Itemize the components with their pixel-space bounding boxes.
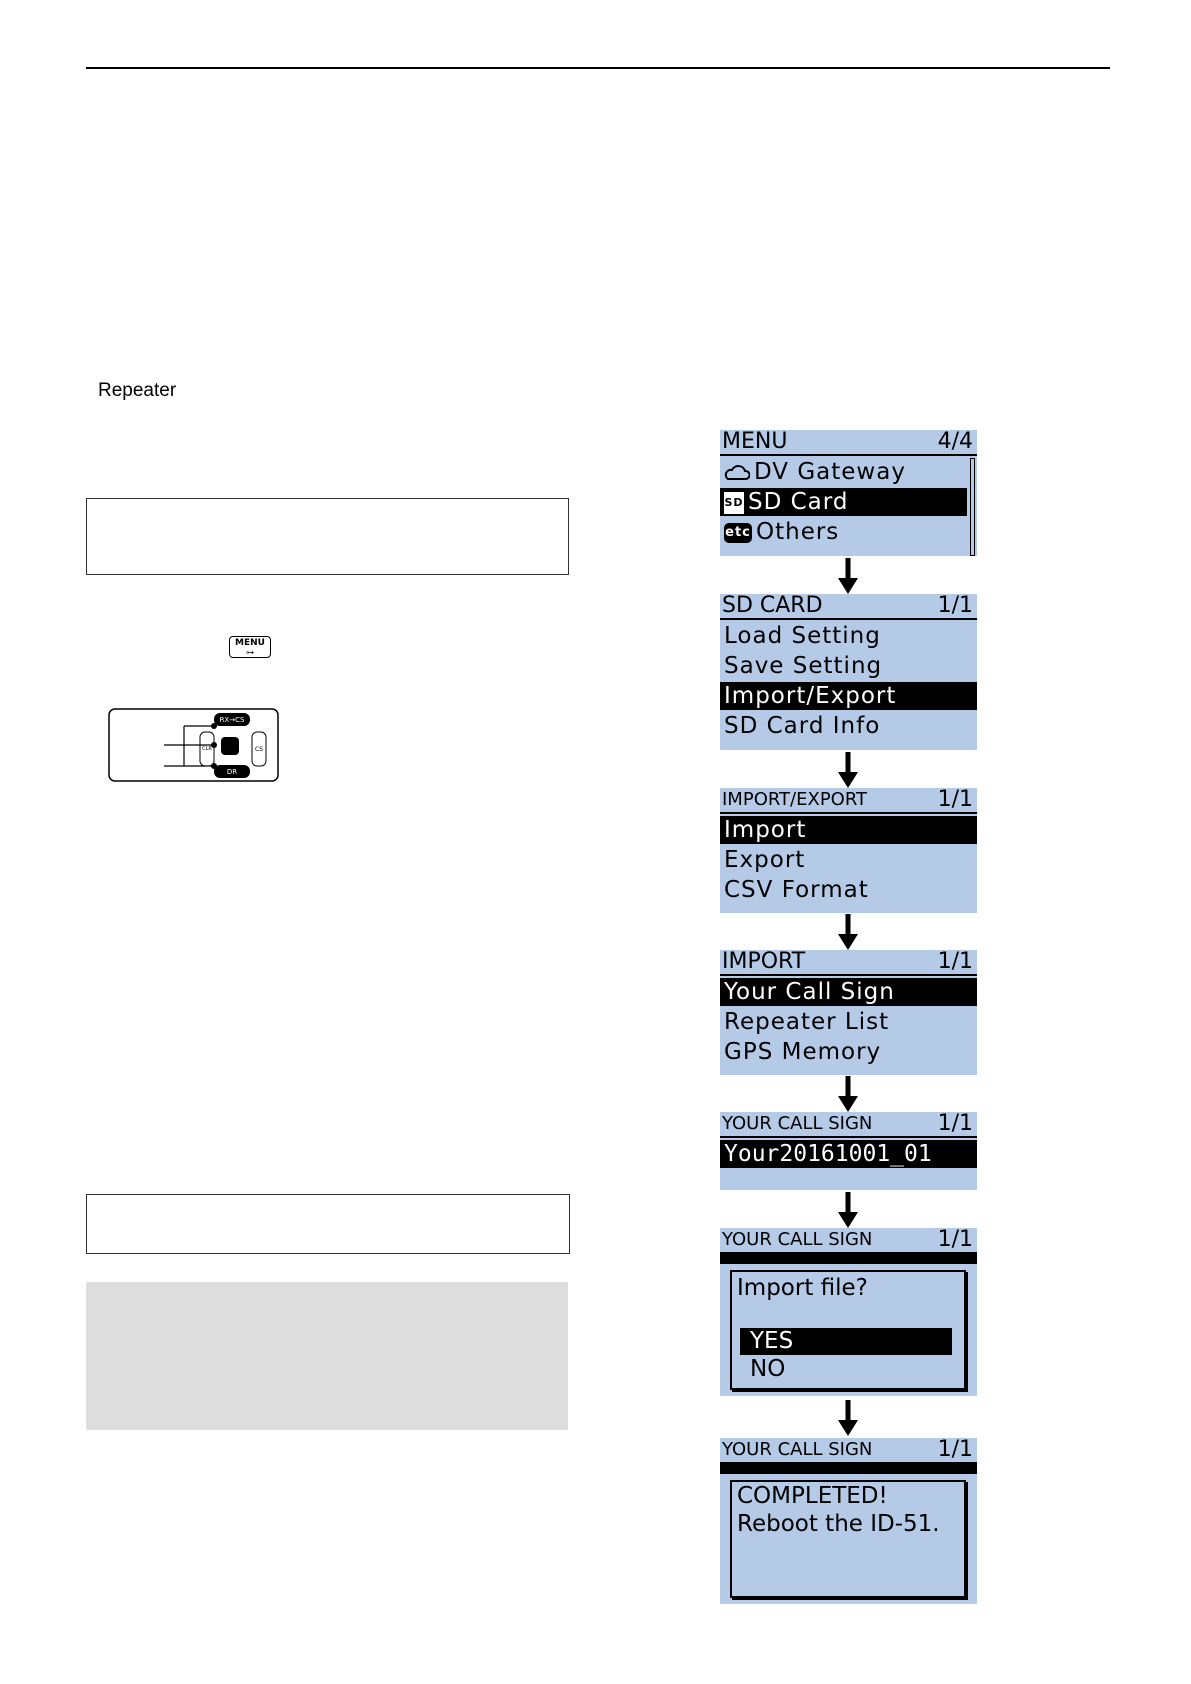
arrow-down-icon — [836, 752, 860, 788]
item-label: DV Gateway — [754, 459, 906, 485]
menu-item-dv-gateway[interactable] — [720, 458, 967, 486]
sd-item-save-setting[interactable]: Save Setting — [724, 653, 883, 679]
menu-key-sub: ⊶ — [246, 648, 254, 657]
yes-option[interactable]: YES — [740, 1328, 952, 1355]
page-indicator: 4/4 — [937, 430, 973, 454]
screen-title — [720, 788, 977, 812]
screen-import-export — [720, 788, 977, 913]
sd-item-load-setting[interactable]: Load Setting — [724, 623, 881, 649]
page-indicator: 1/1 — [937, 1228, 973, 1252]
screen-title — [720, 1228, 977, 1252]
menu-key-icon — [229, 636, 271, 658]
keypad-diagram-icon — [108, 708, 279, 782]
completed-dialog — [730, 1480, 966, 1598]
rx-cs-key-label: RX→CS — [219, 716, 245, 724]
page-indicator: 1/1 — [937, 1438, 973, 1462]
ie-item-export[interactable]: Export — [724, 847, 806, 873]
screen-import-confirm — [720, 1228, 977, 1396]
sd-icon: SD — [724, 492, 744, 514]
etc-icon: etc — [724, 523, 752, 543]
page-indicator: 1/1 — [937, 1112, 973, 1136]
screen-completed — [720, 1438, 977, 1604]
screen-title — [720, 950, 977, 974]
clr-key-label: CLR — [202, 746, 212, 752]
repeater-label: Repeater — [98, 380, 177, 401]
arrow-down-icon — [836, 1400, 860, 1436]
screen-title — [720, 430, 977, 454]
cs-key-label: CS — [255, 746, 263, 753]
scrollbar — [970, 458, 975, 556]
completed-line-2: Reboot the ID-51. — [737, 1511, 940, 1537]
item-label: SD Card — [748, 489, 849, 515]
note-box-1 — [86, 498, 569, 575]
sd-item-sd-card-info[interactable]: SD Card Info — [724, 713, 881, 739]
arrow-down-icon — [836, 1192, 860, 1228]
menu-item-others[interactable] — [720, 518, 967, 546]
page-indicator: 1/1 — [937, 788, 973, 812]
grey-info-panel — [86, 1282, 568, 1430]
page-indicator: 1/1 — [937, 594, 973, 618]
faded-file-row — [720, 1462, 977, 1474]
import-item-repeater-list[interactable]: Repeater List — [724, 1009, 890, 1035]
faded-file-row — [720, 1252, 977, 1264]
screen-title — [720, 1112, 977, 1136]
cloud-icon — [724, 465, 750, 481]
screen-import — [720, 950, 977, 1075]
dialog-question: Import file? — [737, 1275, 868, 1301]
call-sign-file[interactable]: Your20161001_01 — [720, 1140, 977, 1168]
import-dialog — [730, 1270, 966, 1390]
title-text: SD CARD — [722, 594, 823, 618]
dr-key-label: DR — [226, 768, 238, 776]
sd-item-import-export[interactable]: Import/Export — [720, 682, 977, 710]
screen-title — [720, 1438, 977, 1462]
arrow-down-icon — [836, 914, 860, 950]
completed-line-1: COMPLETED! — [737, 1483, 888, 1509]
ie-item-csv-format[interactable]: CSV Format — [724, 877, 869, 903]
note-box-2 — [86, 1194, 570, 1254]
import-item-gps-memory[interactable]: GPS Memory — [724, 1039, 882, 1065]
title-text: YOUR CALL SIGN — [722, 1439, 873, 1460]
page-indicator: 1/1 — [937, 950, 973, 974]
item-label: Others — [756, 519, 840, 545]
title-text: MENU — [722, 430, 788, 454]
screen-sd-card — [720, 594, 977, 750]
no-option[interactable]: NO — [750, 1356, 786, 1382]
menu-item-sd-card[interactable] — [720, 488, 967, 516]
arrow-down-icon — [836, 558, 860, 594]
title-text: YOUR CALL SIGN — [722, 1113, 873, 1134]
title-text: IMPORT/EXPORT — [722, 789, 868, 810]
title-text: YOUR CALL SIGN — [722, 1229, 873, 1250]
screen-your-call-sign — [720, 1112, 977, 1190]
ie-item-import[interactable]: Import — [720, 816, 977, 844]
screen-title — [720, 594, 977, 618]
top-rule — [86, 67, 1110, 69]
menu-key-label: MENU — [235, 638, 265, 648]
arrow-down-icon — [836, 1076, 860, 1112]
import-item-your-call-sign[interactable]: Your Call Sign — [720, 978, 977, 1006]
title-text: IMPORT — [722, 950, 806, 974]
screen-menu — [720, 430, 977, 556]
